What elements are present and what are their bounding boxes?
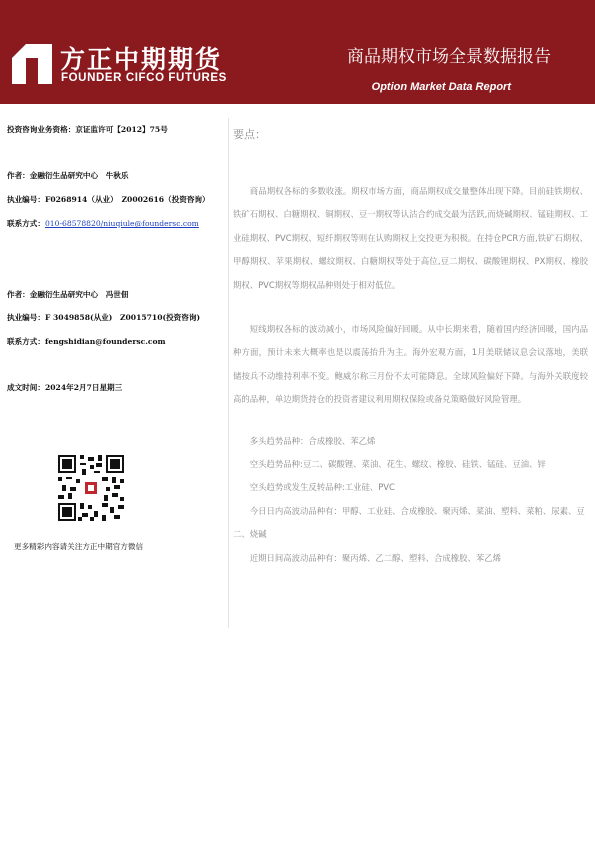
brand-name-en: FOUNDER CIFCO FUTURES — [61, 72, 227, 84]
bullish-varieties: 多头趋势品种：合成橡胶、苯乙烯 — [249, 435, 376, 446]
license-info: 投资咨询业务资格：京证监许可【2012】75号 — [7, 125, 168, 134]
trend-list — [233, 430, 588, 570]
summary-paragraph-1: 商品期权各标的多数收涨。期权市场方面，商品期权成交量整体出现下降。目前硅铁期权、铁矿石期权、白糖期权、铜期权、豆一期权等认沽合约成交最为活跃,而烧碱期权、锰硅期权、工业硅期权、PVC期权、短纤期权等则在认购期权上交投更为积极。在持仓PCR方面,铁矿石期权、甲醇期权、苹果期权、螺纹期权、白糖期权等处于高位,豆二期权、碳酸锂期权、PX期权、橡胶期权、PVC期权等期权品种则处于相对低位。 — [233, 186, 588, 290]
header-banner — [0, 0, 595, 104]
qr-code-icon[interactable] — [58, 455, 124, 521]
summary-paragraph-2: 短线期权各标的波动减小，市场风险偏好回暖。从中长期来看，随着国内经济回暖，国内品种方面，预计未来大概率也是以震荡抬升为主。海外宏观方面，1月美联储议息会议落地，美联储按兵不动维持利率不变。鲍威尔称三月份不太可能降息。全球风险偏好下降。与海外关联度较高的品种，单边期货持仓的投资者建议利用期权保险或备兑策略做好风险管理。 — [233, 324, 588, 405]
report-title: 商品期权市场全景数据报告 — [347, 47, 551, 67]
brand-name-cn: 方正中期期货 — [60, 45, 223, 74]
bearish-varieties: 空头趋势品种:豆二、碳酸锂、菜油、花生、螺纹、橡胶、硅铁、锰硅、豆油、锌 — [249, 459, 546, 470]
column-divider — [228, 118, 229, 628]
author1-contact: 联系方式：010-68578820/niuqiule@foundersc.com — [7, 219, 199, 228]
author1-contact-link[interactable]: 010-68578820/niuqiule@foundersc.com — [44, 219, 199, 228]
report-date: 成文时间：2024年2月7日星期三 — [7, 383, 123, 392]
author2-cert: 执业编号：F 3049858(从业) Z0015710(投资咨询) — [7, 313, 201, 322]
qr-caption: 更多精彩内容请关注方正中期官方微信 — [14, 542, 144, 551]
intraday-high-vol-varieties: 今日日内高波动品种有：甲醇、工业硅、合成橡胶、聚丙烯、菜油、塑料、菜粕、尿素、豆二、烧碱 — [233, 505, 585, 540]
author2-name: 作者：金融衍生品研究中心 冯世佃 — [7, 290, 129, 299]
author1-cert: 执业编号：F0268914（从业） Z0002616（投资咨询） — [7, 195, 210, 204]
author1-name: 作者：金融衍生品研究中心 牛秋乐 — [7, 171, 129, 180]
key-points-section — [233, 126, 588, 570]
reversal-varieties: 空头趋势或发生反转品种:工业硅、PVC — [249, 482, 395, 493]
founder-logo-icon — [12, 44, 52, 84]
recent-high-vol-varieties: 近期日间高波动品种有：聚丙烯、乙二醇、塑料、合成橡胶、苯乙烯 — [249, 552, 502, 563]
report-subtitle: Option Market Data Report — [371, 81, 511, 93]
author2-contact: 联系方式：fengshidian@foundersc.com — [7, 337, 166, 346]
key-points-heading: 要点： — [233, 128, 266, 141]
